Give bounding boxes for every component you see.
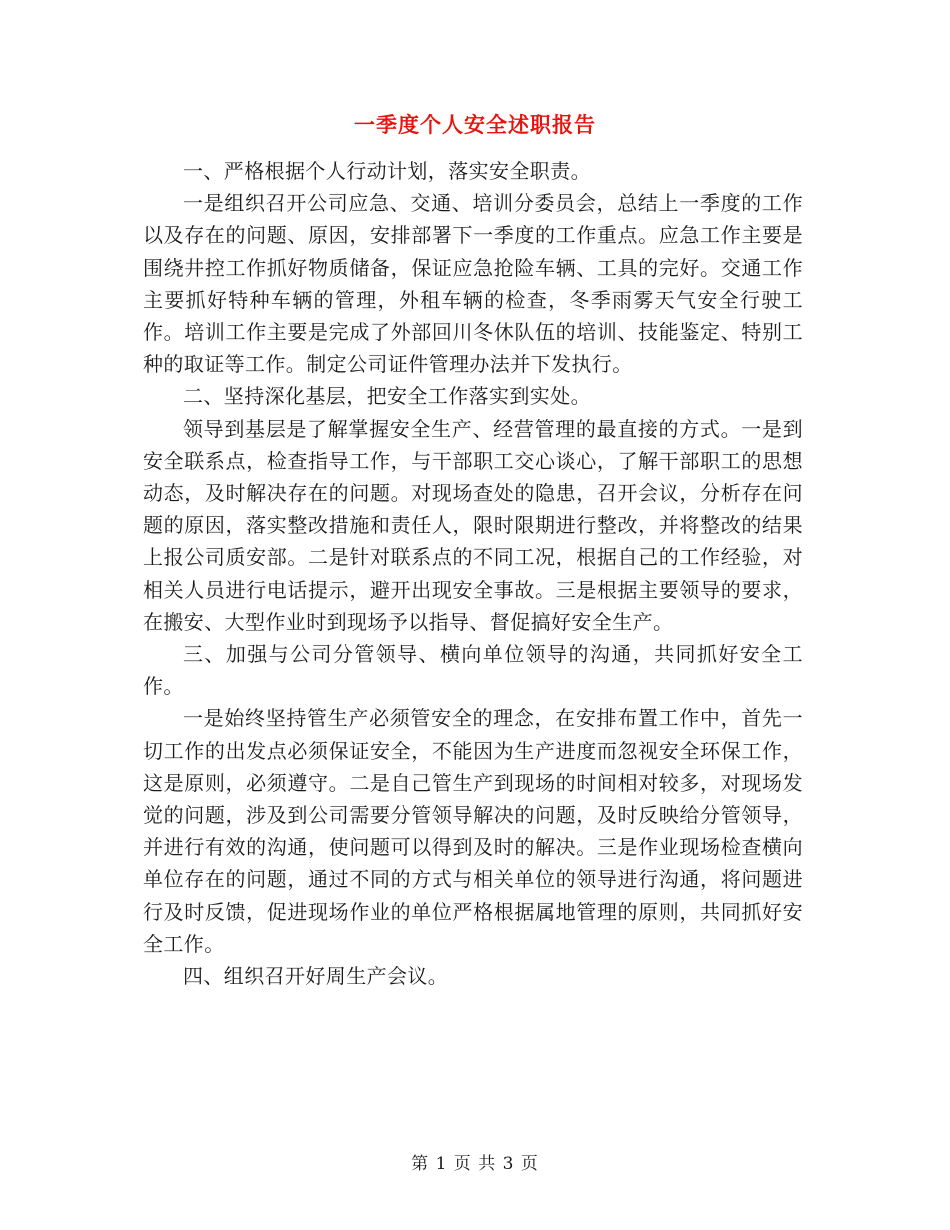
document-title: 一季度个人安全述职报告 bbox=[354, 112, 596, 137]
paragraph-section-4-heading: 四、组织召开好周生产会议。 bbox=[183, 964, 449, 989]
paragraph-section-3-body: 一是始终坚持管生产必须管安全的理念，在安排布置工作中，首先一切工作的出发点必须保证安全，不能因为生产进度而忽视安全环保工作，这是原则，必须遵守。二是自己管生产到现场的时间相对较多，对现场发觉的问题，涉及到公司需要分管领导解决的问题，及时反映给分管领导，并进行有效的沟通，使问题可以得到及时的解决。三是作业现场检查横向单位存在的问题，通过不同的方式与相关单位的领导进行沟通，将问题进行及时反馈，促进现场作业的单位严格根据属地管理的原则，共同抓好安全工作。 bbox=[143, 706, 803, 956]
paragraph-section-2-heading: 二、坚持深化基层，把安全工作落实到实处。 bbox=[183, 384, 591, 409]
document-body bbox=[143, 155, 803, 992]
paragraph-section-1-heading: 一、严格根据个人行动计划，落实安全职责。 bbox=[183, 159, 591, 183]
paragraph-section-2-body: 领导到基层是了解掌握安全生产、经营管理的最直接的方式。一是到安全联系点，检查指导工作，与干部职工交心谈心，了解干部职工的思想动态，及时解决存在的问题。对现场查处的隐患，召开会议，分析存在问题的原因，落实整改措施和责任人，限时限期进行整改，并将整改的结果上报公司质安部。二是针对联系点的不同工况，根据自己的工作经验，对相关人员进行电话提示，避开出现安全事故。三是根据主要领导的要求，在搬安、大型作业时到现场予以指导、督促搞好安全生产。 bbox=[143, 416, 803, 634]
paragraph-section-1-body: 一是组织召开公司应急、交通、培训分委员会，总结上一季度的工作以及存在的问题、原因，安排部署下一季度的工作重点。应急工作主要是围绕井控工作抓好物质储备，保证应急抢险车辆、工具的完好。交通工作主要抓好特种车辆的管理，外租车辆的检查，冬季雨雾天气安全行驶工作。培训工作主要是完成了外部回川冬休队伍的培训、技能鉴定、特别工种的取证等工作。制定公司证件管理办法并下发执行。 bbox=[143, 191, 803, 377]
page-number-footer: 第 1 页 共 3 页 bbox=[411, 1154, 539, 1174]
paragraph-section-3-heading: 三、加强与公司分管领导、横向单位领导的沟通，共同抓好安全工作。 bbox=[143, 642, 803, 699]
